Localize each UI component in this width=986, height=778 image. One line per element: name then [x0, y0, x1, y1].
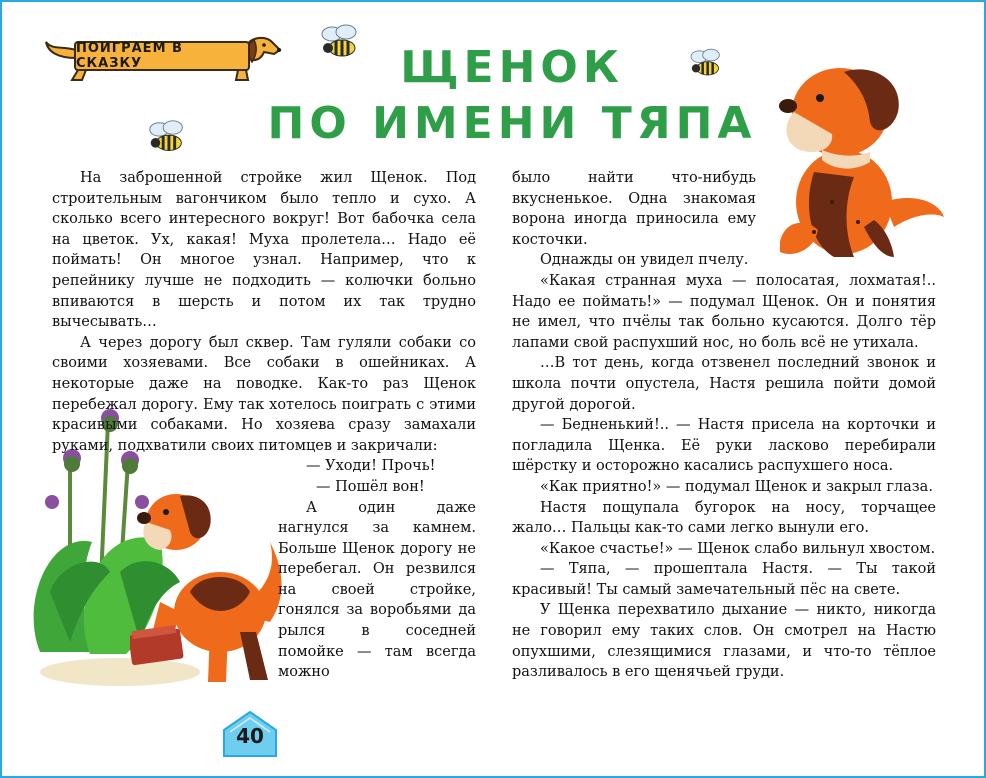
paragraph: «Какая странная муха — полосатая, лохматая!.. Надо ее поймать!» — подумал Щенок. Он и понятия не имел, что пчёлы так больно кусаются. Долго тёр лапами свой распухший нос, но боль всё не утихала.	[512, 272, 936, 351]
paragraph: У Щенка перехватило дыхание — никто, никогда не говорил ему таких слов. Он смотрел на Настю опухшими, слезящимися глазами, и что-то тёплое разливалось в его щенячьей груди.	[512, 602, 936, 681]
paragraph: Настя пощупала бугорок на носу, торчащее жало… Пальцы как-то сами легко вынули его.	[512, 499, 936, 537]
paragraph: А один даже нагнулся за камнем. Больше Щенок дорогу не перебегал. Он резвился на своей стройке, гонялся за воробьями да рылся в соседней помойке — там всегда можно	[278, 499, 476, 681]
paragraph: Однажды он увидел пчелу.	[540, 252, 749, 269]
title-line-2: ПО ИМЕНИ ТЯПА	[267, 98, 757, 149]
paragraph: было найти что-нибудь вкусненькое. Одна знакомая ворона иногда приносила ему косточки.	[512, 170, 756, 248]
paragraph: «Как приятно!» — подумал Щенок и закрыл глаза.	[540, 478, 933, 495]
title-line-1: ЩЕНОК	[400, 42, 624, 93]
section-badge	[42, 32, 282, 82]
story-title	[252, 40, 772, 152]
paragraph: А через дорогу был сквер. Там гуляли собаки со своими хозяевами. Все собаки в ошейниках. А некоторые даже на поводке. Как-то раз Щенок перебежал дорогу. Ему так хотелось поиграть с этими красивыми собаками. Но хозяева сразу замахали руками, подхватили своих питомцев и закричали:	[52, 334, 476, 454]
paragraph: — Уходи! Прочь!	[306, 458, 436, 475]
paragraph: — Бедненький!.. — Настя присела на корточки и погладила Щенка. Её руки ласково перебирали шёрстку и осторожно касались распухшего носа.	[512, 417, 936, 475]
column-left	[52, 168, 476, 683]
column-right	[512, 168, 936, 683]
paragraph: «Какое счастье!» — Щенок слабо вильнул хвостом.	[540, 540, 936, 557]
page-number-badge	[220, 708, 280, 760]
paragraph: — Пошёл вон!	[316, 478, 425, 495]
paragraph: На заброшенной стройке жил Щенок. Под строительным вагончиком было тепло и сухо. А сколько всего интересного вокруг! Вот бабочка села на цветок. Ух, какая! Муха пролетела… Надо её поймать! Он многое узнал. Например, что к репейнику лучше не подходить — колючки больно впиваются в шерсть и потом их так трудно вычесывать…	[52, 170, 476, 331]
section-label: ПОИГРАЕМ В СКАЗКУ	[74, 41, 250, 71]
paragraph: — Тяпа, — прошептала Настя. — Ты такой красивый! Ты самый замечательный пёс на свете.	[512, 561, 936, 598]
paragraph: …В тот день, когда отзвенел последний звонок и школа почти опустела, Настя решила пойти домой другой дорогой.	[512, 355, 936, 413]
bee-icon	[144, 118, 190, 160]
page-number: 40	[236, 724, 264, 748]
